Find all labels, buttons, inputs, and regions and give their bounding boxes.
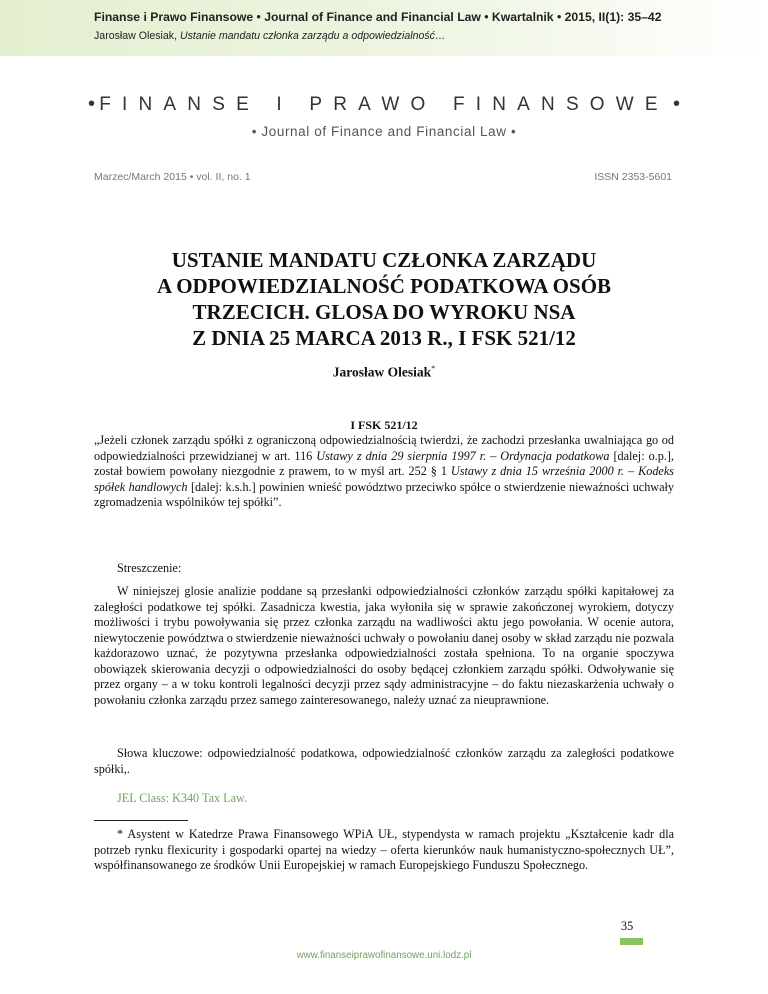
keywords-paragraph: Słowa kluczowe: odpowiedzialność podatkowa, odpowiedzialność członków zarządu za zaległości podatkowe spółki,.: [94, 746, 674, 776]
running-citation: [94, 30, 446, 42]
thesis-statute: Ustawy z dnia 29 sierpnia 1997 r. – Ordynacja podatkowa: [316, 448, 610, 463]
running-author: Jarosław Olesiak,: [94, 30, 180, 42]
journal-name: FINANSE I PRAWO FINANSOWE: [99, 93, 669, 115]
title-line: A ODPOWIEDZIALNOŚĆ PODATKOWA OSÓB: [156, 274, 612, 298]
title-line: Z DNIA 25 MARCA 2013 R., I FSK 521/12: [192, 326, 576, 350]
issue-info: Marzec/March 2015 • vol. II, no. 1: [94, 171, 251, 183]
title-line: USTANIE MANDATU CZŁONKA ZARZĄDU: [171, 248, 597, 272]
article-title: [94, 247, 674, 351]
header-band: [0, 0, 768, 56]
author-name: Jarosław Olesiak: [332, 364, 432, 380]
footnote-divider: [94, 820, 188, 821]
abstract-label: Streszczenie:: [117, 561, 182, 575]
thesis-statute: Ustawy z dnia 15 września 2000 r. – Kodeks spółek handlowych: [94, 464, 674, 494]
author-line: [94, 364, 674, 381]
masthead-bullet-left: •: [88, 93, 96, 115]
masthead-bullet-right: •: [672, 93, 680, 115]
thesis-text: [dalej: k.s.h.] powinien wnieść powództwo przeciwko spółce o stwierdzenie nieważności uchwały zgromadzenia wspólników tej spółki”.: [94, 479, 674, 509]
footnote: * Asystent w Katedrze Prawa Finansowego WPiA UŁ, stypendysta w ramach projektu „Kształcenie kadr dla potrzeb rynku flexicurity i gospodarki opartej na wiedzy – oferta kierunków nauk humanistyczno-społecznych UŁ”, współfinansowanego ze środków Unii Europejskiej w ramach Europejskiego Funduszu Społecznego.: [94, 827, 674, 872]
running-article-title: Ustanie mandatu członka zarządu a odpowiedzialność…: [179, 30, 446, 42]
thesis-text: „Jeżeli członek zarządu spółki z ograniczoną odpowiedzialnością twierdzi, że zachodzi przesłanka uwalniająca go od odpowiedzialności przewidzianej w art. 116: [94, 433, 674, 463]
journal-masthead: [88, 93, 680, 116]
case-reference: I FSK 521/12: [350, 418, 418, 432]
footnote-mark: *: [431, 364, 436, 373]
jel-classification: JEL Class: K340 Tax Law.: [117, 791, 248, 805]
running-title: Finanse i Prawo Finansowe • Journal of Finance and Financial Law • Kwartalnik • 2015, II(1): 35–42: [94, 10, 662, 24]
page-accent-bar: [620, 938, 643, 945]
thesis-paragraph: [94, 433, 674, 511]
abstract-paragraph: W niniejszej glosie analizie poddane są przesłanki odpowiedzialności członków zarządu spółki kapitałowej za zaległości podatkowe tej spółki. Zasadnicza kwestia, jaka wyłoniła się w sprawie zakończonej wyrokiem, dotyczy możliwości i trybu powoływania się przez członka zarządu na wadliwości aktu jego powołania. W ocenie autora, niewytoczenie powództwa o stwierdzenie nieważności uchwały o powołaniu danej osoby w skład zarządu nie pozwala każdorazowo uznać, że pozytywna przesłanka odpowiedzialności została spełniona. To na organie spoczywa obowiązek skierowania decyzji o odpowiedzialności do osoby będącej członkiem zarządu spółki. Odwoływanie się przez organy – a w toku kontroli legalności decyzji przez sądy administracyjne – do faktu niezaskarżenia uchwały o powołaniu członka zarządu przez samego zainteresowanego, należy uznać za nieuprawnione.: [94, 584, 674, 707]
title-line: TRZECICH. GLOSA DO WYROKU NSA: [192, 300, 576, 324]
issn: ISSN 2353-5601: [594, 171, 672, 183]
thesis-text: [dalej: o.p.], został bowiem powołany niezgodnie z prawem, to w myśl art. 252 § 1: [94, 448, 674, 478]
journal-url[interactable]: www.finanseiprawofinansowe.uni.lodz.pl: [296, 950, 472, 961]
journal-subtitle: • Journal of Finance and Financial Law •: [251, 124, 517, 139]
page-number: 35: [621, 919, 634, 933]
